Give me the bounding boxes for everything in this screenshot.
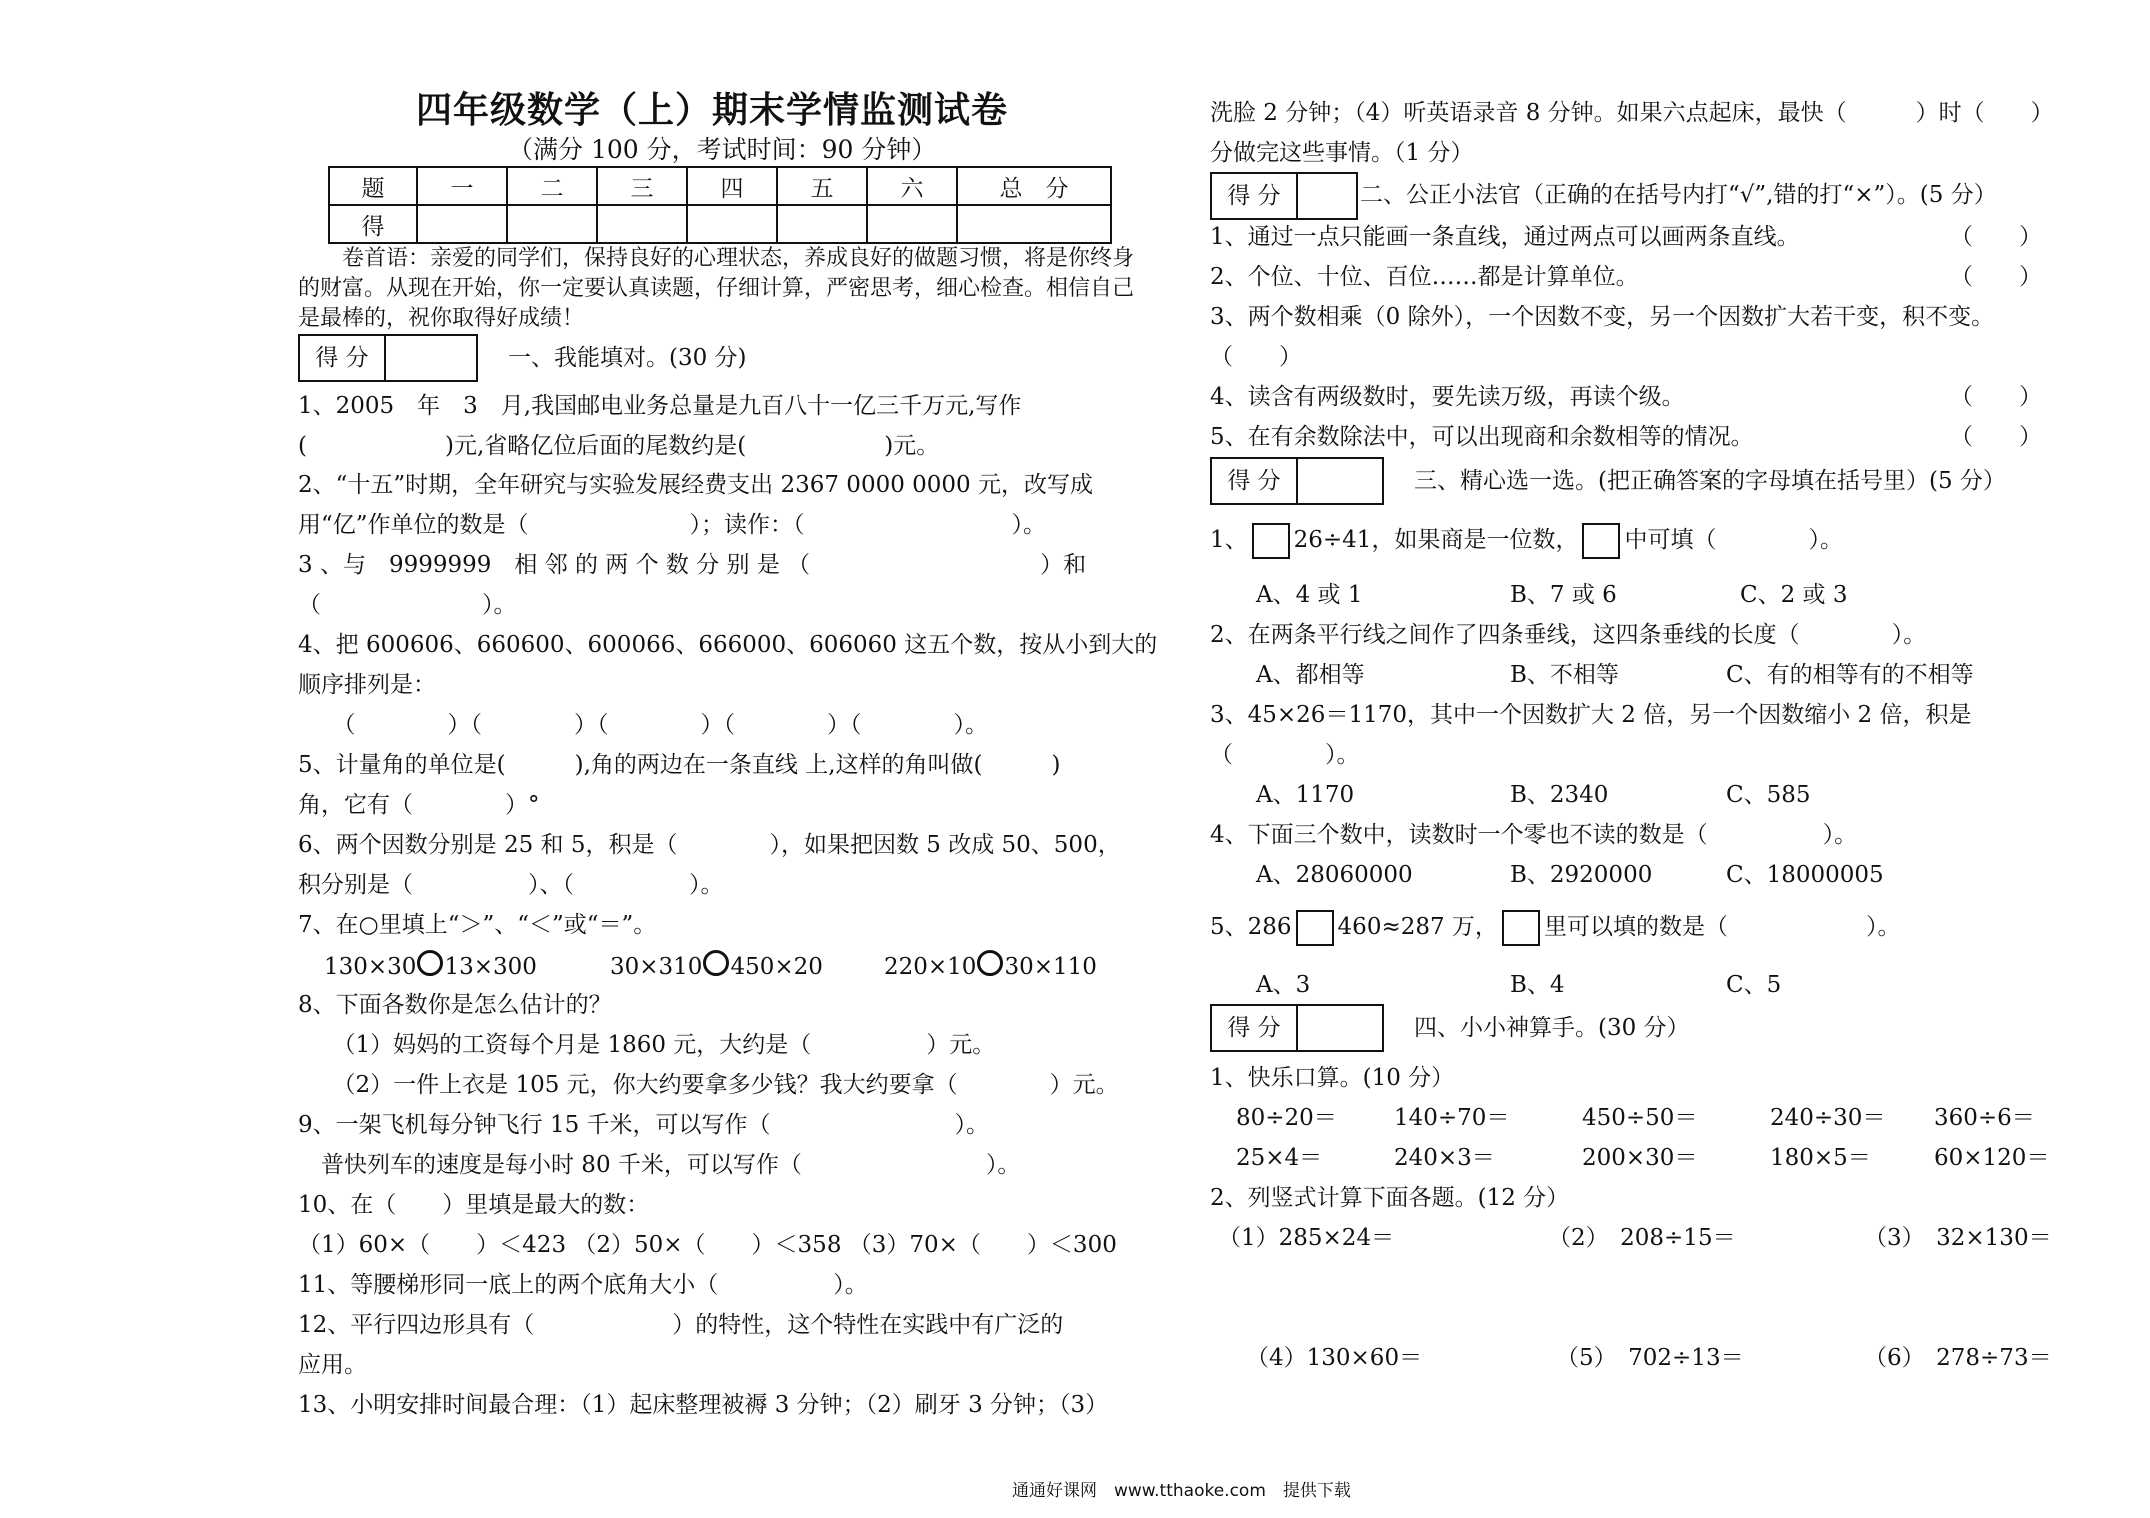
score-box-blank[interactable] bbox=[1298, 174, 1356, 218]
q7-right: 450×20 bbox=[730, 954, 823, 980]
exam-subtitle: （满分 100 分，考试时间：90 分钟） bbox=[508, 135, 937, 164]
preface: 卷首语：亲爱的同学们，保持良好的心理状态，养成良好的做题习惯，将是你终身的财富。从现在开始，你一定要认真读题，仔细计算，严密思考，细心检查。相信自己是最棒的，祝你取得好成绩！ bbox=[298, 246, 1135, 331]
score-cell: 题 bbox=[329, 167, 417, 205]
option[interactable]: A、都相等 bbox=[1256, 662, 1365, 688]
answer-paren[interactable]: （ ） bbox=[1950, 424, 2042, 450]
score-cell: 一 bbox=[417, 167, 507, 205]
q5-body: 460≈287 万， bbox=[1337, 914, 1498, 940]
score-cell: 二 bbox=[507, 167, 597, 205]
q7-right: 30×110 bbox=[1004, 954, 1097, 980]
oral-item: 450÷50＝ bbox=[1582, 1105, 1698, 1131]
option[interactable]: C、有的相等有的不相等 bbox=[1726, 662, 1974, 688]
q-line: 2、列竖式计算下面各题。(12 分） bbox=[1210, 1185, 1570, 1211]
q5-tail: 里可以填的数是（ ）。 bbox=[1543, 914, 1901, 940]
q-line: 积分别是（ ）、（ ）。 bbox=[298, 872, 724, 898]
option[interactable]: B、4 bbox=[1510, 972, 1565, 998]
oral-item: 360÷6＝ bbox=[1934, 1105, 2035, 1131]
q-line: 1、2005 年 3 月,我国邮电业务总量是九百八十一亿三千万元,写作 bbox=[298, 393, 1022, 419]
fill-box[interactable] bbox=[1252, 523, 1290, 559]
q1-prefix: 1、 bbox=[1210, 527, 1248, 553]
oral-item: 180×5＝ bbox=[1770, 1145, 1871, 1171]
q-line: （2）一件上衣是 105 元，你大约要拿多少钱？我大约要拿（ ）元。 bbox=[298, 1072, 1119, 1098]
option[interactable]: C、5 bbox=[1726, 972, 1782, 998]
option[interactable]: B、不相等 bbox=[1510, 662, 1619, 688]
score-box-blank[interactable] bbox=[1298, 459, 1382, 503]
option[interactable]: A、3 bbox=[1256, 972, 1311, 998]
score-table-score-row bbox=[329, 205, 1111, 243]
footer-source: 通通好课网 www.tthaoke.com 提供下载 bbox=[1012, 1481, 1351, 1501]
option[interactable]: A、4 或 1 bbox=[1256, 582, 1363, 608]
q-line: 洗脸 2 分钟；（4）听英语录音 8 分钟。如果六点起床，最快（ ）时（ ） bbox=[1210, 100, 2054, 126]
q-line: （ ）（ ）（ ）（ ）（ ）。 bbox=[298, 712, 988, 738]
score-cell: 三 bbox=[597, 167, 687, 205]
vertical-calc-item: （1）285×24＝ bbox=[1218, 1225, 1395, 1251]
q7-left: 30×310 bbox=[610, 954, 703, 980]
q-line: 11、等腰梯形同一底上的两个底角大小（ ）。 bbox=[298, 1272, 868, 1298]
section3-heading: 三、精心选一选。(把正确答案的字母填在括号里）(5 分） bbox=[1414, 468, 2006, 494]
q-line bbox=[1210, 523, 1843, 559]
score-cell: 五 bbox=[777, 167, 867, 205]
q-line: （ ）。 bbox=[298, 592, 517, 618]
exam-title: 四年级数学（上）期末学情监测试卷 bbox=[416, 90, 1009, 131]
q-line: （ ）。 bbox=[1210, 742, 1360, 768]
fill-box[interactable] bbox=[1296, 910, 1334, 946]
compare-circle-icon[interactable] bbox=[977, 950, 1003, 976]
option[interactable]: C、18000005 bbox=[1726, 862, 1884, 888]
q-line: 5、在有余数除法中，可以出现商和余数相等的情况。 bbox=[1210, 424, 1754, 450]
vertical-calc-item: （3） 32×130＝ bbox=[1864, 1225, 2052, 1251]
q-line: 13、小明安排时间最合理：（1）起床整理被褥 3 分钟；（2）刷牙 3 分钟；（3） bbox=[298, 1392, 1109, 1418]
fill-box[interactable] bbox=[1582, 523, 1620, 559]
q-line: ( )元,省略亿位后面的尾数约是( )元。 bbox=[298, 433, 940, 459]
score-blank[interactable] bbox=[867, 205, 957, 243]
score-box-label: 得 分 bbox=[1212, 174, 1298, 218]
score-blank[interactable] bbox=[687, 205, 777, 243]
answer-paren[interactable]: （ ） bbox=[1950, 384, 2042, 410]
q7-item bbox=[324, 950, 537, 982]
q-line: （ ） bbox=[1210, 344, 1302, 370]
q-line: （1）60×（ ）＜423 （2）50×（ ）＜358 （3）70×（ ）＜300 bbox=[298, 1232, 1117, 1258]
score-cell: 四 bbox=[687, 167, 777, 205]
oral-item: 80÷20＝ bbox=[1236, 1105, 1337, 1131]
score-box-label: 得 分 bbox=[1212, 1006, 1298, 1050]
score-box-blank[interactable] bbox=[386, 336, 476, 380]
q-line: 7、在○里填上“＞”、“＜”或“＝”。 bbox=[298, 912, 657, 938]
score-blank[interactable] bbox=[777, 205, 867, 243]
option[interactable]: B、2920000 bbox=[1510, 862, 1653, 888]
score-cell: 总 分 bbox=[957, 167, 1111, 205]
q-line: 2、“十五”时期，全年研究与实验发展经费支出 2367 0000 0000 元，改写成 bbox=[298, 472, 1093, 498]
oral-item: 240÷30＝ bbox=[1770, 1105, 1886, 1131]
option[interactable]: A、1170 bbox=[1256, 782, 1355, 808]
q7-right: 13×300 bbox=[444, 954, 537, 980]
score-cell: 得 bbox=[329, 205, 417, 243]
q7-left: 220×10 bbox=[884, 954, 977, 980]
answer-paren[interactable]: （ ） bbox=[1950, 264, 2042, 290]
q-line: （1）妈妈的工资每个月是 1860 元，大约是（ ）元。 bbox=[298, 1032, 996, 1058]
q5-prefix: 5、286 bbox=[1210, 914, 1292, 940]
q1-body: 26÷41，如果商是一位数， bbox=[1293, 527, 1579, 553]
vertical-calc-item: （2） 208÷15＝ bbox=[1548, 1225, 1736, 1251]
q-line: 2、个位、十位、百位……都是计算单位。 bbox=[1210, 264, 1639, 290]
score-blank[interactable] bbox=[597, 205, 687, 243]
q-line: 3、两个数相乘（0 除外），一个因数不变，另一个因数扩大若干变，积不变。 bbox=[1210, 304, 1995, 330]
section1-heading: 一、我能填对。(30 分) bbox=[508, 345, 747, 371]
option[interactable]: C、585 bbox=[1726, 782, 1811, 808]
q-line: 应用。 bbox=[298, 1352, 367, 1378]
score-table-header-row bbox=[329, 167, 1111, 205]
score-blank[interactable] bbox=[507, 205, 597, 243]
q-line: 顺序排列是： bbox=[298, 672, 436, 698]
score-table bbox=[328, 166, 1112, 244]
score-box bbox=[1210, 172, 1358, 220]
q-line: 用“亿”作单位的数是（ ）；读作：（ ）。 bbox=[298, 512, 1047, 538]
oral-item: 140÷70＝ bbox=[1394, 1105, 1510, 1131]
q-line bbox=[1210, 910, 1900, 946]
q-line: 10、在（ ）里填是最大的数： bbox=[298, 1192, 650, 1218]
option[interactable]: B、7 或 6 bbox=[1510, 582, 1617, 608]
q-line: 12、平行四边形具有（ ）的特性，这个特性在实践中有广泛的 bbox=[298, 1312, 1064, 1338]
compare-circle-icon[interactable] bbox=[703, 950, 729, 976]
fill-box[interactable] bbox=[1502, 910, 1540, 946]
oral-item: 200×30＝ bbox=[1582, 1145, 1698, 1171]
score-blank[interactable] bbox=[957, 205, 1111, 243]
option[interactable]: B、2340 bbox=[1510, 782, 1609, 808]
q-line: 4、读含有两级数时，要先读万级，再读个级。 bbox=[1210, 384, 1685, 410]
q-line: 1、快乐口算。(10 分） bbox=[1210, 1065, 1455, 1091]
compare-circle-icon[interactable] bbox=[417, 950, 443, 976]
vertical-calc-item: （4）130×60＝ bbox=[1246, 1345, 1423, 1371]
option[interactable]: A、28060000 bbox=[1256, 862, 1413, 888]
q-line: 分做完这些事情。（1 分） bbox=[1210, 140, 1474, 166]
q-line: 2、在两条平行线之间作了四条垂线，这四条垂线的长度（ ）。 bbox=[1210, 622, 1927, 648]
q-line: 4、下面三个数中，读数时一个零也不读的数是（ ）。 bbox=[1210, 822, 1858, 848]
q-line: 6、两个因数分别是 25 和 5，积是（ ），如果把因数 5 改成 50、500， bbox=[298, 832, 1121, 858]
oral-item: 60×120＝ bbox=[1934, 1145, 2050, 1171]
vertical-calc-item: （6） 278÷73＝ bbox=[1864, 1345, 2052, 1371]
score-box bbox=[298, 334, 478, 382]
q-line: 4、把 600606、660600、600066、666000、606060 这五个数，按从小到大的 bbox=[298, 632, 1158, 658]
q-line: 9、一架飞机每分钟飞行 15 千米，可以写作（ ）。 bbox=[298, 1112, 990, 1138]
q7-item bbox=[610, 950, 823, 982]
q-line: 3 、与 9999999 相 邻 的 两 个 数 分 别 是 （ ）和 bbox=[298, 552, 1087, 578]
q-line: 8、下面各数你是怎么估计的？ bbox=[298, 992, 612, 1018]
option[interactable]: C、2 或 3 bbox=[1740, 582, 1848, 608]
score-box bbox=[1210, 457, 1384, 505]
oral-item: 240×3＝ bbox=[1394, 1145, 1495, 1171]
answer-paren[interactable]: （ ） bbox=[1950, 224, 2042, 250]
section4-heading: 四、小小神算手。(30 分） bbox=[1414, 1015, 1690, 1041]
score-box-label: 得 分 bbox=[1212, 459, 1298, 503]
q7-left: 130×30 bbox=[324, 954, 417, 980]
q1-tail: 中可填（ ）。 bbox=[1624, 527, 1843, 553]
section2-heading: 二、公正小法官（正确的在括号内打“√”,错的打“×”）。(5 分） bbox=[1360, 182, 1997, 208]
q-line: 1、通过一点只能画一条直线，通过两点可以画两条直线。 bbox=[1210, 224, 1800, 250]
q-line: 普快列车的速度是每小时 80 千米，可以写作（ ）。 bbox=[298, 1152, 1021, 1178]
vertical-calc-item: （5） 702÷13＝ bbox=[1556, 1345, 1744, 1371]
score-box-blank[interactable] bbox=[1298, 1006, 1382, 1050]
score-box bbox=[1210, 1004, 1384, 1052]
score-box-label: 得 分 bbox=[300, 336, 386, 380]
oral-item: 25×4＝ bbox=[1236, 1145, 1323, 1171]
q-line: 3、45×26＝1170，其中一个因数扩大 2 倍，另一个因数缩小 2 倍，积是 bbox=[1210, 702, 1972, 728]
score-blank[interactable] bbox=[417, 205, 507, 243]
q-line: 角，它有（ ）° bbox=[298, 792, 540, 818]
score-cell: 六 bbox=[867, 167, 957, 205]
q7-item bbox=[884, 950, 1097, 982]
q-line: 5、计量角的单位是( ),角的两边在一条直线 上,这样的角叫做( ) bbox=[298, 752, 1061, 778]
